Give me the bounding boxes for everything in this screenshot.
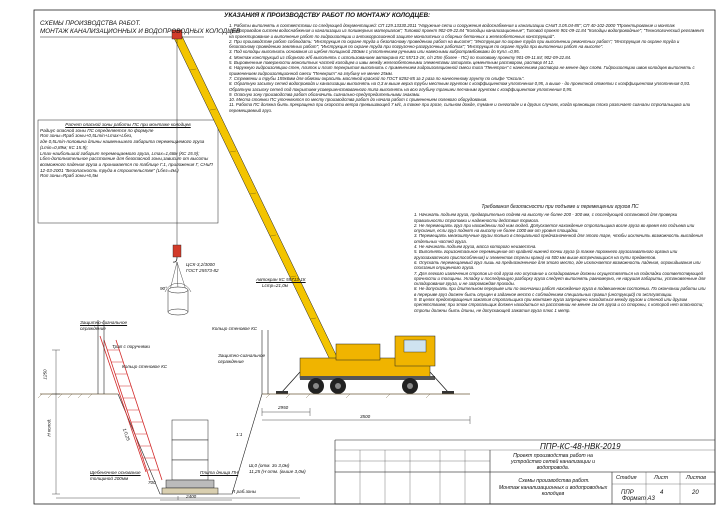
safety-item: 3. Перемещать мелкоштучные грузы только в специальной предназначенной для этого таре, чтобы исключить возможность выпадения отдельных частей груза. — [414, 233, 703, 244]
safety-item: 5. Выполнять горизонтальное перемещение от крайней нижней точки груза (а также порожнего грузозахватного органа или грузозахватного приспособления) и элементов стрелы крана) на 500 мм выше встречающихся на пути предметов. — [414, 249, 678, 260]
instruction-item: 4. Монтаж конструкций из сборного ж/б выполнять с использованием автокрана КС 55713-1К, с/п 25т (более - ПС) по типовому проекту 901-09-11.84; 902-09-22.84. — [229, 54, 572, 60]
instruction-item: 11. Работа ПС должна быть прекращена при скорости ветра превышающей 7 м/с, а также при грозе, сильном дожде, тумане и снегопаде и в других случаях, когда крановщик плохо различает сигналы стропальщика или перемещаемый груз. — [229, 102, 691, 113]
left-title-line-1: СХЕМЫ ПРОИЗВОДСТВА РАБОТ. — [40, 20, 141, 27]
instruction-item: 8. Обратную засыпку сетей водопровода и канализации выполнять на 0,3 м выше верха трубы местным грунтом с коэффициентом уплотнения 0,95, а выше - до проектной отметки с коэффициентом уплотнения 0,93. Обратную засыпку сетей под покрытием усовершенствованного типа выполнять на всю глубину траншеи песчаным грунтом с коэффициентом уплотнения 0,95. — [229, 81, 691, 92]
safety-item: 8. Не допускать при длительном перерыве или по окончании работ нахождение груза в подвешенном состоянии. По окончании работы или в перерыве груз должен быть опущен в заданное место с соблюдением специальных правил (инструкций) по эксплуатации. — [414, 286, 706, 297]
dim-2400: 2400 — [186, 494, 197, 499]
slope-label-2: 1:1 — [236, 432, 243, 437]
instructions-list — [229, 23, 705, 113]
calc-line: Rоп зоны=Rраб зоны+6,5м — [40, 173, 98, 179]
calc-line: Радиус опасной зоны ПС определяется по формуле — [40, 127, 154, 133]
drawing-subtitle — [496, 485, 610, 497]
calc-line: где 0,5Lmin-половина длины наименьшего габарита перемещаемого груза (Lmin=0,89м; КС 15.9); — [40, 139, 205, 150]
drawing-left-title — [40, 20, 240, 36]
safety-item: 1. Начинать подъем груза, предварительно подняв на высоту не более 200 - 300 мм, с последующей остановкой для проверки правильности строповки и надежности действия тормоза. — [414, 212, 678, 223]
dim-2950: 2950 — [278, 405, 289, 410]
slope-label: 1:0,25 — [121, 427, 131, 442]
calc-line: Rоп зоны=Rраб зоны+0,5Lmin+Lmax+Lбез, — [40, 133, 133, 139]
ground — [38, 394, 470, 398]
base-label-2: толщиной 200мм — [90, 476, 129, 481]
instruction-item: 2. При производстве работ соблюдать: "Инструкция по охране труда и безопасному проведению работ на высоте"; "Инструкция по охране труда при выполнении ремонтных работ"; "Инструкция по охране труда и безопасному проведению земляных работ"; "Инструкция по охране труда при погрузочно-разгрузочных работах"; "Инструкция по охране труда при выполнении работ на высоте". — [229, 38, 680, 50]
project-title-line: водопровода. — [536, 465, 570, 471]
ring-label: Кольцо стеновое КС — [122, 364, 168, 369]
dim-3500: 3500 — [360, 414, 371, 419]
project-title — [498, 453, 608, 471]
calc-line: Lбез-дополнительное расстояние для безопасной зоны,зависит от высоты возможного падения груза и принимается по таблице Г.1, приложения Г, СНиП 12-03-2001 "Безопасность труда в строительстве" (Lбез=4м.) — [40, 156, 213, 173]
angle-label: 90° — [160, 286, 167, 291]
drawing-title: Схемы производства работ. — [518, 478, 590, 484]
sling-label: ЦСК-3,2/3000 — [186, 262, 215, 267]
instruction-item: 7. Стремянки и трубы 159x6мм для обвязки окрасить масляной краской по ГОСТ 8292-85 за 2 раза по нанесенному грунту по олифе "Оксоль". — [229, 75, 525, 81]
safety-item: 7. Для легкого извлечения стропов из-под груза его опускание и складирование должны осуществляться на подкладки соответствующей прочности и толщины. Укладку и последующую разборку груза следует выполнять равномерно, не нарушая габариты, установленные для складирования груза, и не загромождая проходы. — [414, 270, 706, 287]
crane-model-label: Автокран КС 55713-1К — [256, 277, 306, 282]
stage-header: Стадия — [616, 475, 637, 481]
drawing-subtitle-line: Монтаж канализационных и водопроводных — [498, 485, 608, 491]
well-height-label: H колод. — [46, 418, 52, 437]
project-title-line: устройство сетей канализации и — [510, 459, 596, 465]
dim-1250: 1250 — [42, 369, 48, 380]
danger-zone-calc — [40, 122, 216, 179]
work-radius-label: R раб.зоны — [232, 489, 257, 494]
level-label-1: Ш,0 (отм. 3о 3,0м) — [249, 463, 290, 468]
ring-label-2: Кольцо стеновое КС — [212, 326, 258, 331]
fence2-label-2: ограждение — [218, 359, 244, 364]
dim-700: 700 — [148, 480, 156, 485]
format-label: Формат А3 — [622, 496, 655, 502]
sheet-header: Лист — [654, 475, 669, 481]
drawing-subtitle-line: колодцев — [541, 491, 565, 497]
sling-gost-label: ГОСТ 25573-82 — [186, 268, 219, 273]
sheet-value: 4 — [660, 490, 664, 496]
safety-item: 4. Не начинать подъем груза, масса которого неизвестна. — [414, 244, 537, 250]
stage-value: ППР — [621, 490, 634, 496]
sheets-header: Листов — [686, 475, 707, 481]
safety-item: 9. В целях предотвращения зажатия стропальщика при монтаже груза запрещено находиться между грузом и стеной или другим препятствием; при этом стропальщик должен находиться на расстоянии не менее 1м от груза и со стороны, с которой нет опасности; стропы должны быть длины, не допускающей зажатия груза плюс 1 метр. — [414, 297, 704, 313]
instruction-item: 9. Опасную зону производства работ обозначить сигнально-предупредительными знаками. — [229, 91, 421, 97]
base-label: Щебеночное основание — [90, 470, 141, 475]
instruction-item: 6. Наружную гидроизоляцию стен, плиток и плит перекрытия выполнить с применением гидроизоляционной смеси типа "Пенетрон" с нанесением раствора не менее двух слоёв. Гидроизоляцию швов колодцев выполнять с применением гидроизоляционной смеси "Пенекрит" на глубину не менее 25мм. — [229, 65, 695, 76]
calc-title: Расчет опасной зоны работы ПС при монтаже колодцев — [65, 122, 191, 127]
fence2-label: Защитно-сигнальное — [218, 353, 266, 358]
fence-label: Защитно-сигнальное — [80, 320, 128, 325]
left-title-line-2: МОНТАЖ КАНАЛИЗАЦИОННЫХ И ВОДОПРОВОДНЫХ КОЛОДЦЕВ — [40, 28, 241, 35]
fence-label-2: ограждение — [80, 326, 106, 331]
instruction-item: 10. Места стоянки ПС уточняются по месту производства работ до начала работ с применением полевого оборудования. — [229, 97, 488, 103]
instruction-item: 5. Выровненные поверхности монолитных частей колодцев и швы между железобетонными элементами затирать цементным раствором, раствор М 12. — [229, 60, 555, 66]
safety-item: 2. Не перемещать груз при нахождении под ним людей. Допускается нахождение стропальщика возле груза во время его подъема или опускания, если груз поднят на высоту не более 1000 мм от уровня площадки. — [414, 222, 695, 234]
drawing-code: ППР-КС-48-НВК-2019 — [540, 442, 621, 451]
crane-boom-length-label: Lстр=21,0м — [262, 283, 288, 288]
safety-requirements — [414, 205, 706, 313]
crane-truck — [276, 336, 454, 394]
well-rings — [162, 420, 218, 494]
instruction-item: 3. Под колодцы выполнить основания из щебня толщиной 200мм с уплотнением ручными или навесными вибротрамбовками до Купл.=0,95. — [229, 49, 520, 55]
safety-item: 6. Опускать перемещаемый груз лишь на предназначенное для этого место, где исключается возможность падения, опрокидывания или сползания опущенного груза. — [414, 259, 701, 271]
ladder-label: Трап с поручнями — [112, 344, 150, 349]
sheets-value: 20 — [692, 490, 699, 496]
safety-title: Требования безопасности при подъеме и перемещении грузов ПС — [481, 204, 639, 210]
project-title-line: Проект производства работ на — [513, 453, 593, 459]
calc-line: Lmax-наибольший габарит перемещаемого груза, Lmax=1,68м (КС 15.9); — [40, 150, 200, 156]
slab-label: Плита днища ПН — [200, 470, 239, 475]
instruction-item: 1. Работы выполнять в соответствии со следующей документацией: СП 129.13330.2011 "Наружные сети и сооружения водоснабжения и канализации СНиП 3.05.04-85"; СП 40-102-2000 "Проектирование и монтаж трубопроводов систем водоснабжения и канализации из полимерных материалов"; Типовой проект 902-09-22.84 "Колодцы канализационные"; Типовой проект 901-09-11.84 "Колодцы водопроводные"; "Технологический регламент на проектирование и выполнение работ по гидроизоляции и антикоррозионной защите монолитных и сборных бетонных и железобетонных конструкций". — [229, 23, 705, 39]
ladder — [100, 336, 162, 480]
instructions-heading: УКАЗАНИЯ К ПРОИЗВОДСТВУ РАБОТ ПО МОНТАЖУ КОЛОДЦЕВ: — [224, 12, 431, 19]
level-label-2: 11,25 (Н отм. (выше 3,0м) — [249, 469, 306, 474]
